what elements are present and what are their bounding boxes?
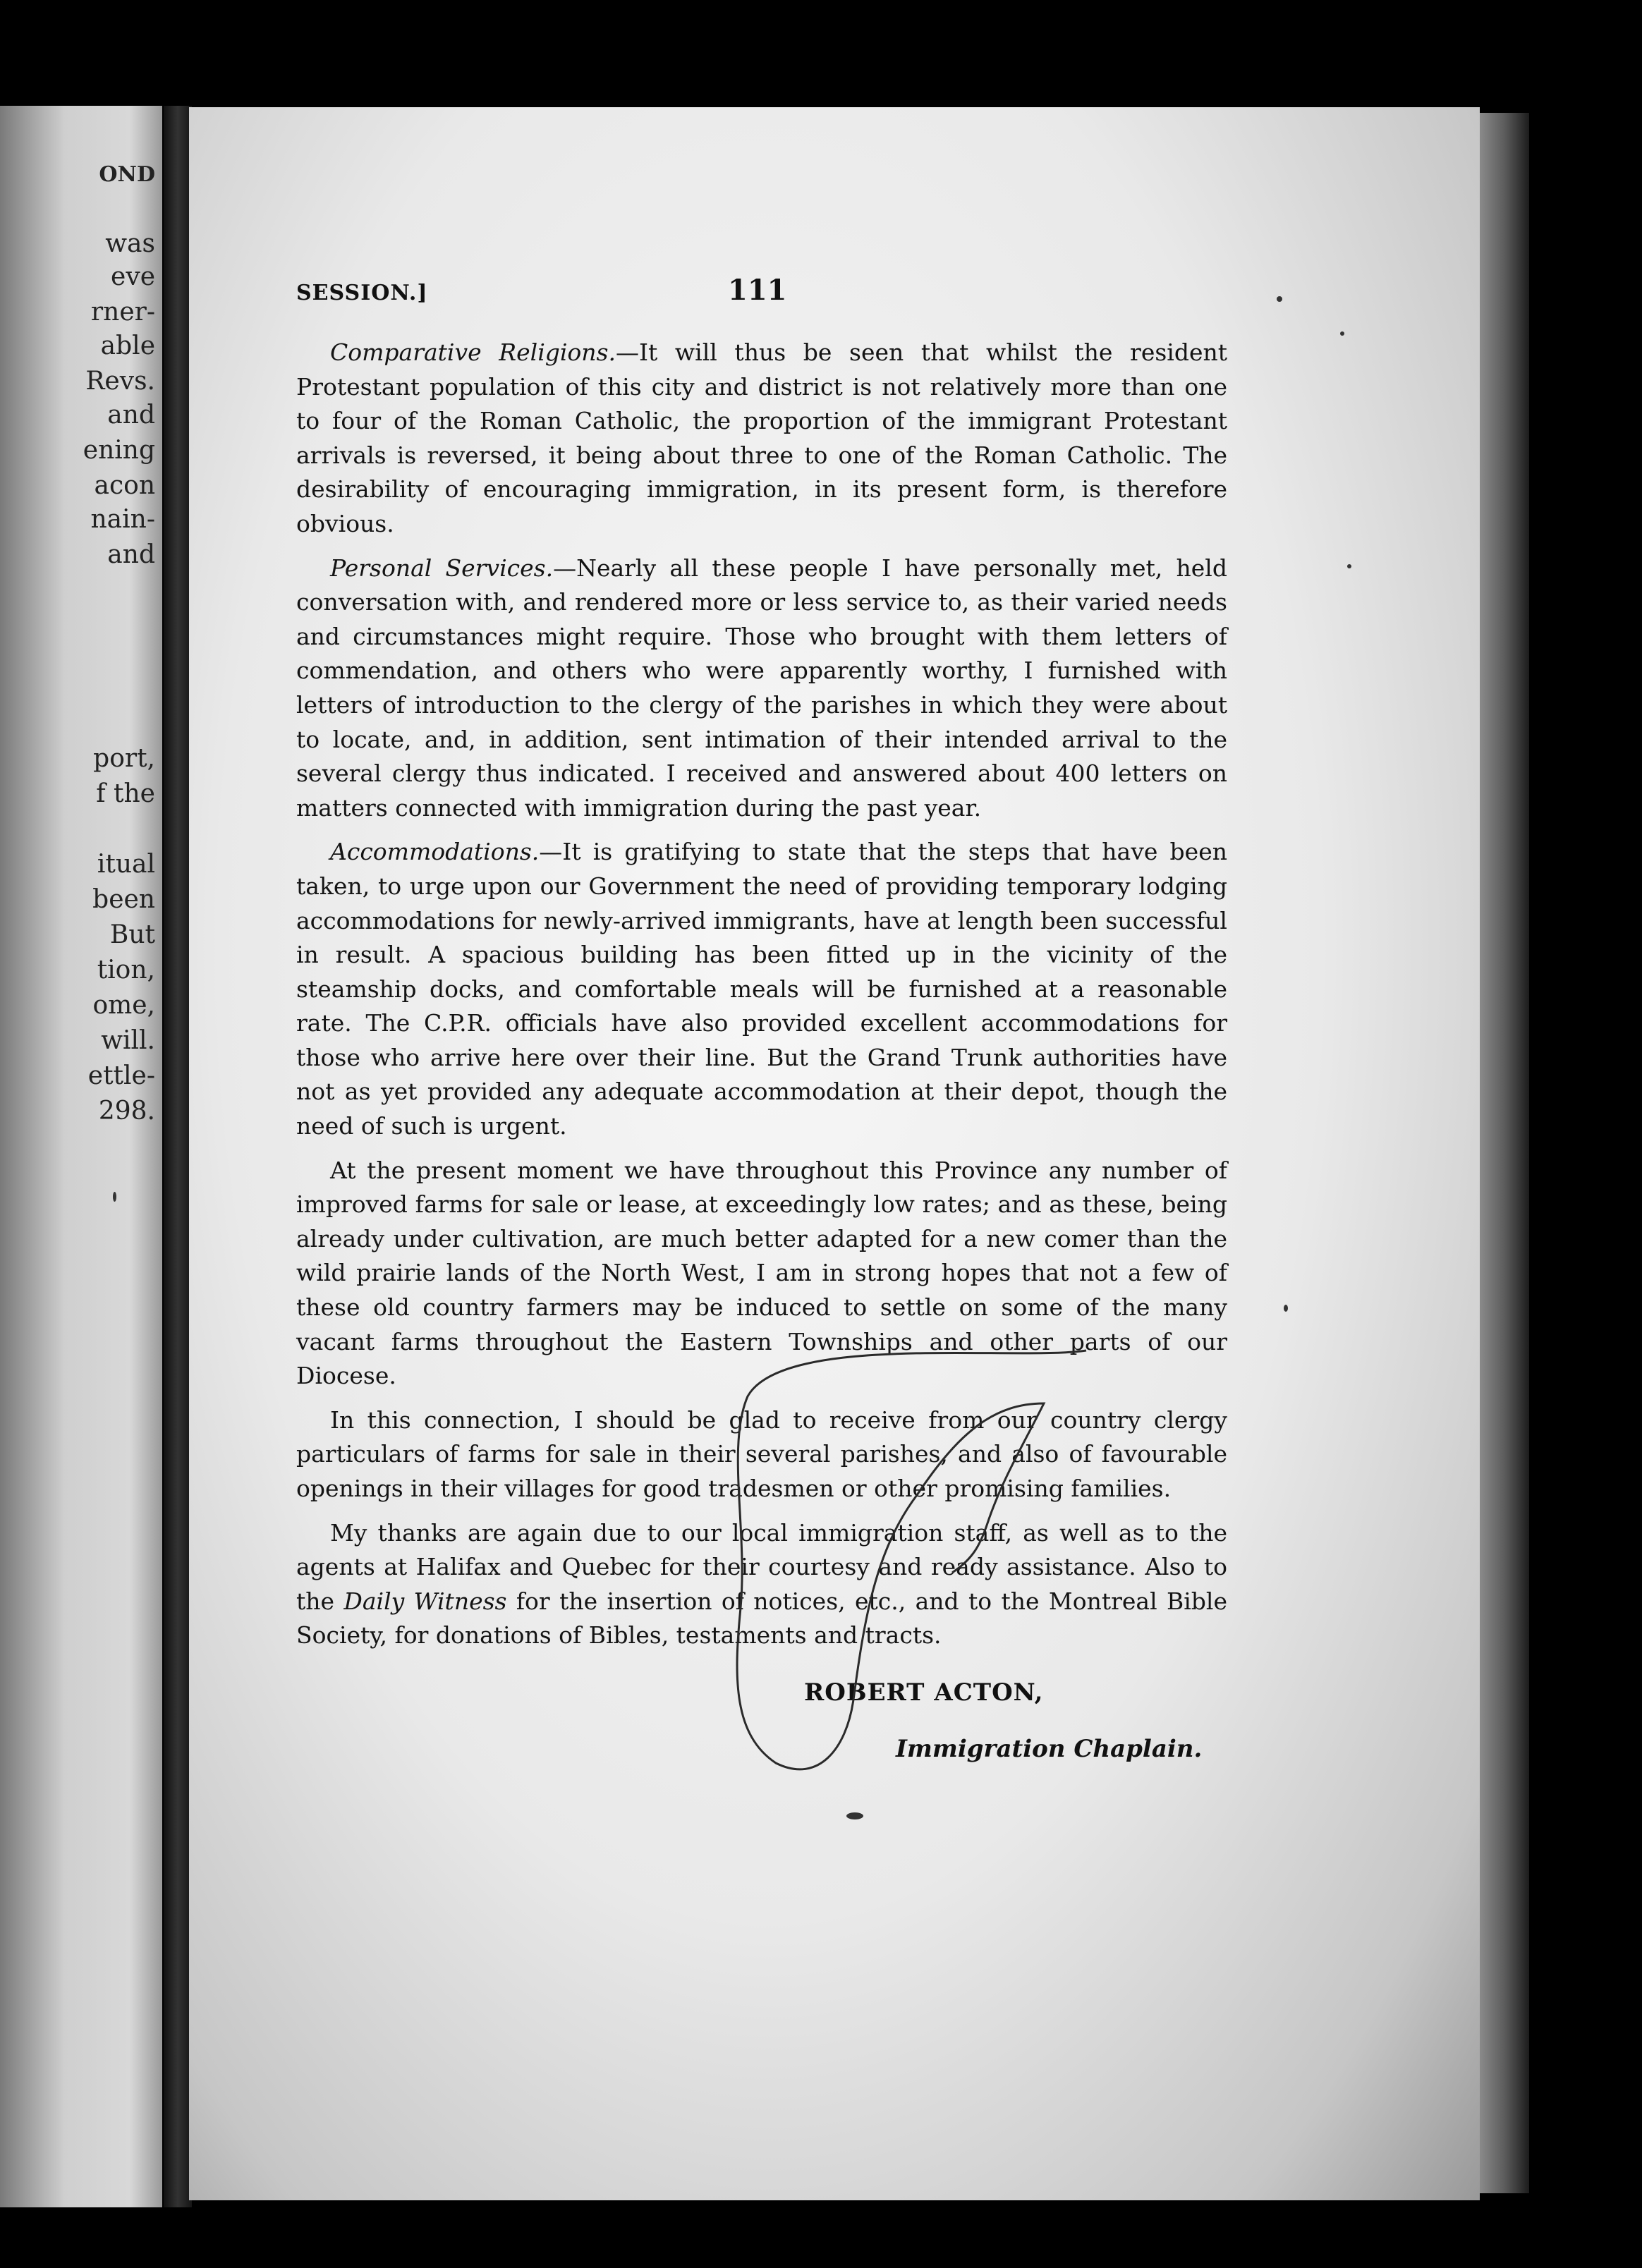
- left-page-line: been: [92, 885, 155, 914]
- paragraph-accommodations: [296, 835, 1227, 1143]
- left-page-line: tion,: [97, 956, 155, 984]
- paragraph-italic: Daily Witness: [343, 1587, 507, 1615]
- left-page-line: rner-: [90, 298, 155, 327]
- left-page-line: acon: [94, 471, 155, 500]
- speck: [1347, 564, 1351, 568]
- paragraph-comparative-religions: [296, 336, 1227, 542]
- signature-name: ROBERT ACTON,: [804, 1678, 1044, 1707]
- paragraph-text: At the present moment we have throughout this Province any number of improved farms for sale or lease, at exceedingly low rates; and as these, being already under cultivation, are much better adapted for a new comer than the wild prairie lands of the North West, I am in strong hopes that not a few of these old country farmers may be induced to settle on some of the many vacant farms throughout the Eastern Townships and other parts of our Diocese.: [296, 1156, 1227, 1390]
- previous-page-strip: [0, 106, 162, 2207]
- left-page-line: will.: [101, 1026, 155, 1055]
- left-page-running-head: OND: [99, 162, 155, 187]
- paragraph-text: —Nearly all these people I have personally met, held conversation with, and rendered more or less service to, as their varied needs and circumstances might require. Those who brought with them letters of commendation, and others who were apparently worthy, I furnished with letters of introduction to the clergy of the parishes in which they were about to locate, and, in addition, sent intimation of their intended arrival to the several clergy thus indicated. I received and answered about 400 letters on matters connected with immigration during the past year.: [296, 554, 1227, 822]
- left-page-line: ettle-: [87, 1061, 155, 1090]
- speck: [1277, 296, 1282, 302]
- paragraph-lead: Personal Services.: [330, 554, 554, 582]
- speck: [1340, 331, 1344, 336]
- paragraph-connection: [296, 1403, 1227, 1506]
- body-text: [296, 336, 1227, 1663]
- paragraph-thanks: [296, 1516, 1227, 1653]
- left-page-line: 298.: [98, 1097, 155, 1126]
- left-page-line: But: [109, 920, 155, 949]
- left-page-line: able: [100, 331, 155, 360]
- speck: [113, 1192, 116, 1202]
- book-gutter: [164, 106, 192, 2207]
- speck: [846, 1812, 863, 1819]
- paragraph-personal-services: [296, 551, 1227, 826]
- left-page-line: ening: [83, 436, 155, 465]
- paragraph-text: —It will thus be seen that whilst the resident Protestant population of this city and district is not relatively more than one to four of the Roman Catholic, the proportion of the immigrant Protestant arrivals is reversed, it being about three to one of the Roman Catholic. The desirability of encouraging immigration, in its present form, is therefore obvious.: [296, 339, 1228, 537]
- paragraph-lead: Accommodations.: [330, 838, 540, 866]
- paragraph-lead: Comparative Religions.: [330, 339, 616, 366]
- left-page-line: nain-: [90, 505, 155, 534]
- page-number: 111: [728, 274, 787, 307]
- left-page-line: ome,: [92, 991, 155, 1020]
- left-page-line: f the: [96, 779, 155, 808]
- paragraph-text-continued: for the insertion of notices, etc., and to the Montreal Bible Society, for donations of Bibles, testaments and tracts.: [296, 1587, 1228, 1650]
- signature-title: Immigration Chaplain.: [896, 1735, 1203, 1763]
- left-page-line: Revs.: [85, 367, 155, 396]
- page-edge-shadow: [1480, 113, 1529, 2193]
- running-head-session: SESSION.]: [296, 281, 428, 305]
- paragraph-text: My thanks are again due to our local immigration staff, as well as to the agents at Halifax and Quebec for their courtesy and ready assistance. Also to the: [296, 1518, 1227, 1615]
- paragraph-farms: [296, 1154, 1227, 1394]
- left-page-line: was: [105, 229, 155, 258]
- running-head: [296, 274, 1213, 316]
- left-page-line: itual: [97, 850, 155, 879]
- speck: [1284, 1305, 1288, 1312]
- paragraph-text: In this connection, I should be glad to receive from our country clergy particulars of farms for sale in their several parishes, and also of favourable openings in their villages for good tradesmen or other promising families.: [296, 1406, 1227, 1502]
- left-page-line: and: [107, 401, 155, 429]
- left-page-line: and: [107, 540, 155, 569]
- left-page-line: eve: [111, 262, 155, 291]
- paragraph-text: —It is gratifying to state that the steps that have been taken, to urge upon our Government the need of providing temporary lodging accommodations for newly-arrived immigrants, have at length been successful in result. A spacious building has been fitted up in the vicinity of the steamship docks, and comfortable meals will be furnished at a reasonable rate. The C.P.R. officials have also provided excellent accommodations for those who arrive here over their line. But the Grand Trunk authorities have not as yet provided any adequate accommodation at their depot, though the need of such is urgent.: [296, 838, 1227, 1140]
- left-page-line: port,: [93, 744, 155, 773]
